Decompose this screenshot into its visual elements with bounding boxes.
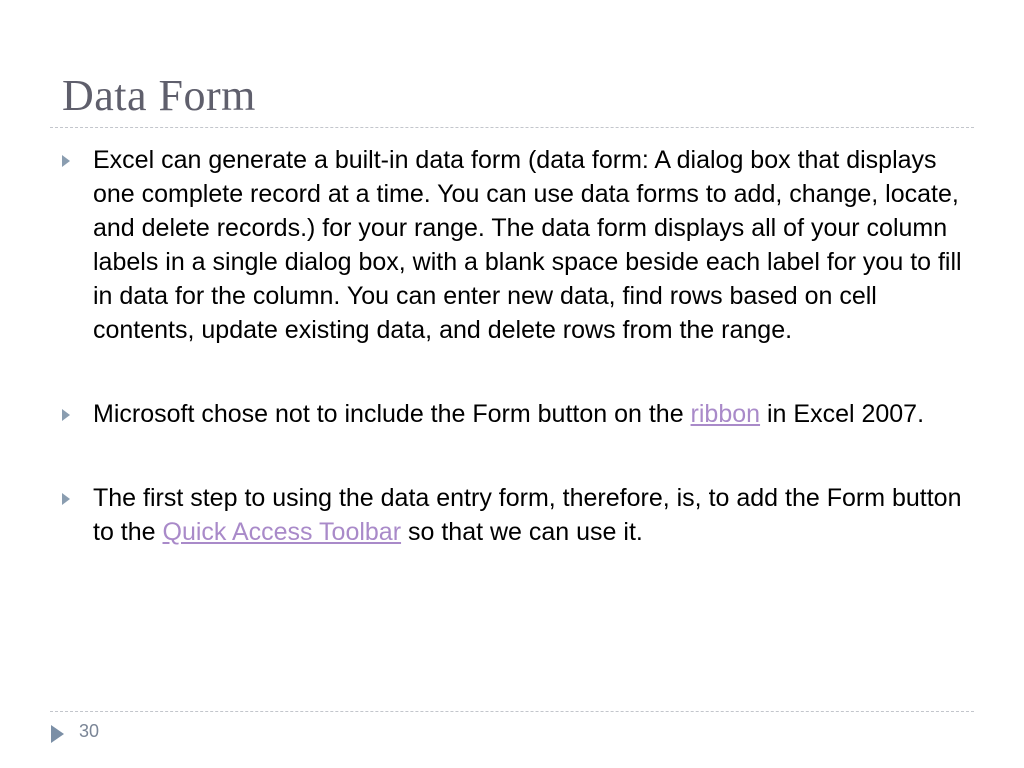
slide-title: Data Form <box>62 71 256 120</box>
bullet-item-3 <box>60 481 970 549</box>
footer-divider <box>50 711 974 712</box>
bullet-text-before: The first step to using the data entry form, therefore, is, to add the Form button to the <box>93 484 962 546</box>
bullet-text-after: in Excel 2007. <box>760 400 925 428</box>
ribbon-link[interactable]: ribbon <box>690 400 761 428</box>
triangle-bullet-icon <box>62 493 70 505</box>
page-number: 30 <box>79 721 100 741</box>
bullet-text-before: Microsoft chose not to include the Form button on the <box>93 400 691 428</box>
title-divider <box>50 127 974 128</box>
triangle-bullet-icon <box>62 409 70 421</box>
footer-arrow-icon <box>51 725 64 743</box>
bullet-text: Excel can generate a built-in data form (data form: A dialog box that displays one complete record at a time. You can use data forms to add, change, locate, and delete records.) for your range. The data form displays all of your column labels in a single dialog box, with a blank space beside each label for you to fill in data for the column. You can enter new data, find rows based on cell contents, update existing data, and delete rows from the range. <box>93 146 962 344</box>
quick-access-toolbar-link[interactable]: Quick Access Toolbar <box>162 518 402 546</box>
triangle-bullet-icon <box>62 155 70 167</box>
bullet-item-2 <box>60 397 970 431</box>
bullet-item-1 <box>60 143 970 347</box>
slide-content <box>60 143 970 549</box>
bullet-text-after: so that we can use it. <box>401 518 643 546</box>
